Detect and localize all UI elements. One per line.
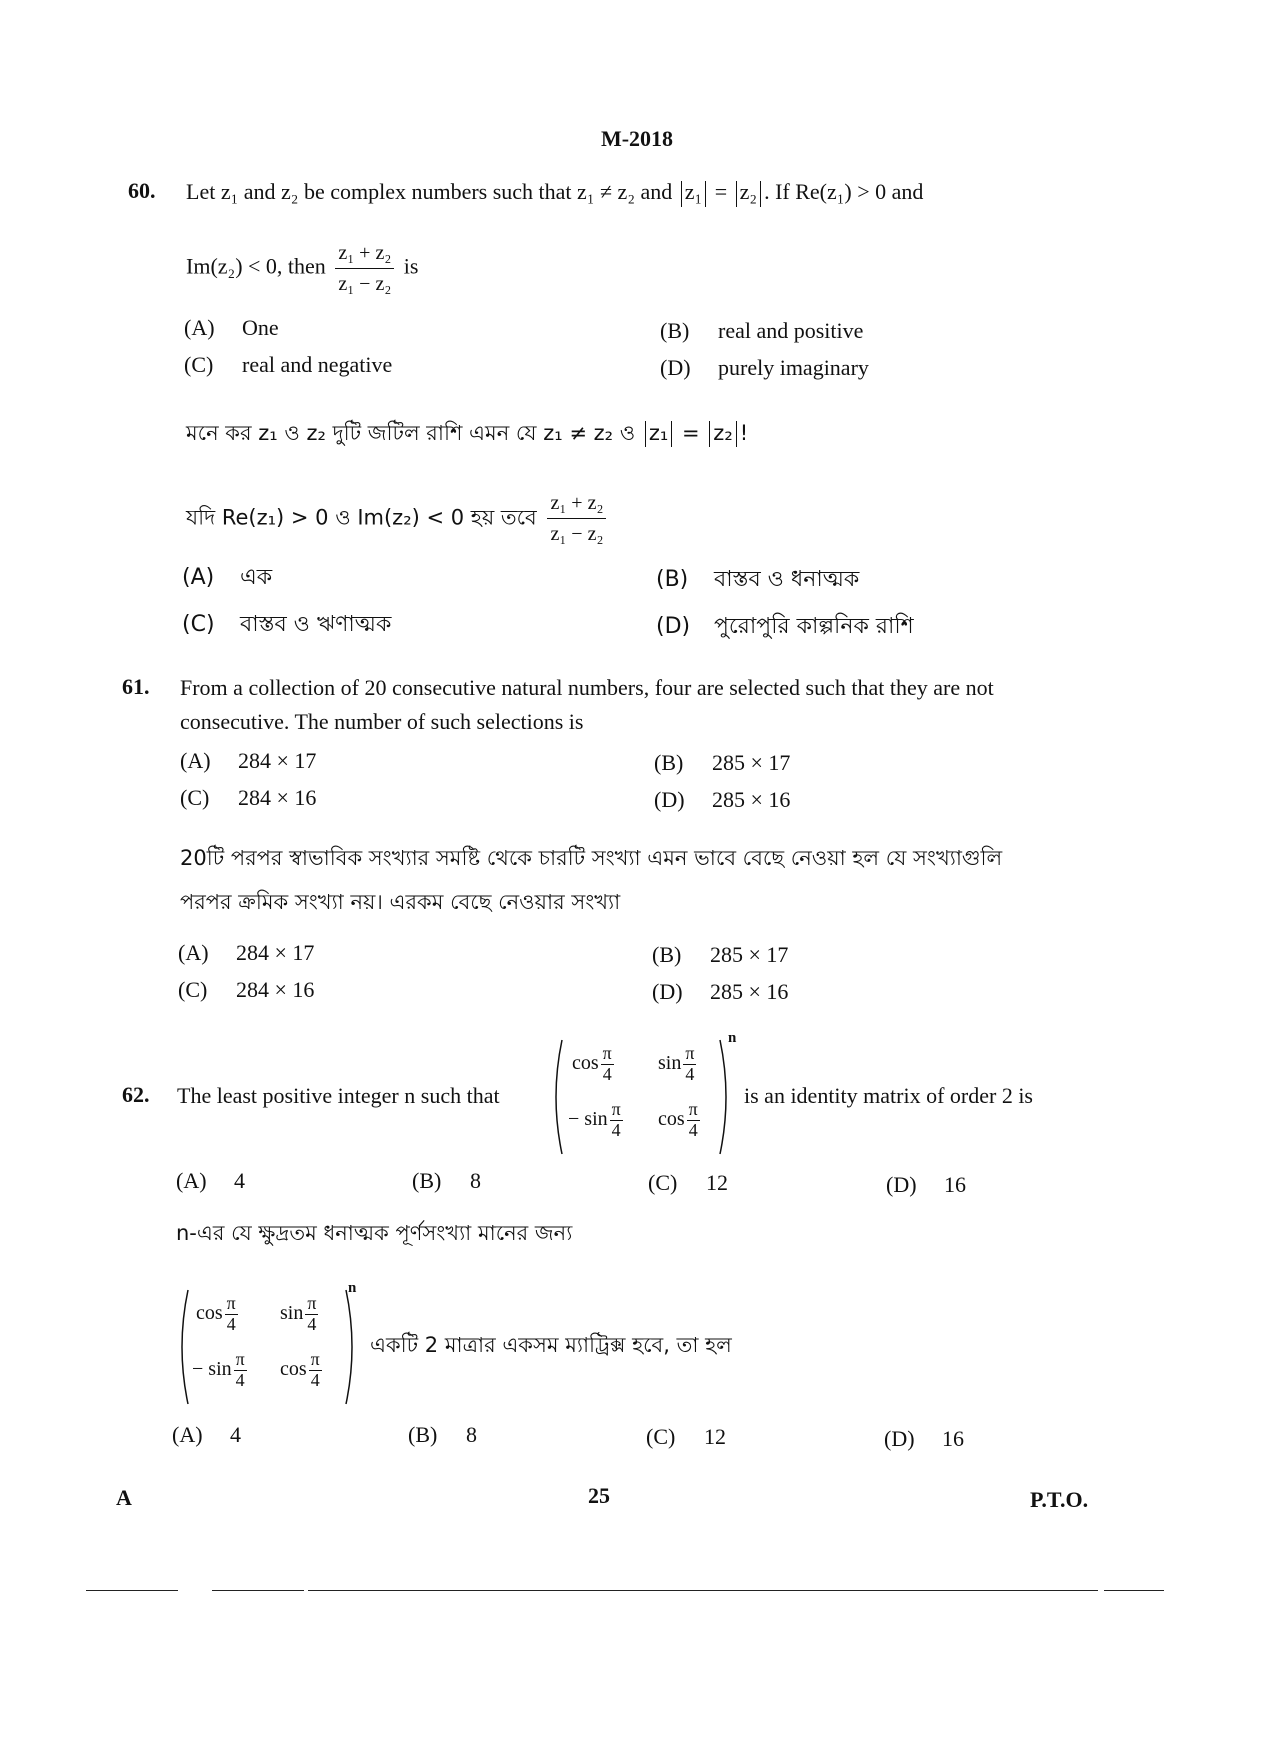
pi-over-4: [225, 1294, 238, 1335]
option-text: real and positive: [718, 318, 864, 343]
q61-bn-option-b[interactable]: [652, 942, 788, 968]
matrix-cell-11: [196, 1294, 238, 1335]
option-label: (D): [886, 1172, 917, 1197]
q61-option-a[interactable]: [180, 748, 316, 774]
q60-bn-line1-tail: !: [739, 421, 749, 445]
pi-over-4: [687, 1100, 700, 1141]
modulus-bar: [709, 421, 710, 447]
q60-option-b[interactable]: [660, 318, 863, 344]
q60-line2-post: is: [403, 253, 419, 279]
option-label: (C): [182, 612, 215, 637]
q61-bengali-line2: পরপর ক্রমিক সংখ্যা নয়। এরকম বেছে নেওয়ার সংখ্যা: [180, 890, 621, 914]
q60-fraction: [335, 238, 394, 299]
q61-option-c[interactable]: [180, 785, 316, 811]
option-text: 4: [234, 1168, 245, 1193]
pi: π: [235, 1349, 245, 1369]
fraction-denominator: z₁ − z₂: [338, 273, 392, 295]
sin-label: sin: [280, 1301, 304, 1324]
pi-over-4: [234, 1350, 247, 1391]
option-label: (A): [182, 565, 215, 590]
fraction-numerator: z₁ + z₂: [547, 488, 606, 519]
q60-option-c[interactable]: [184, 352, 392, 378]
four: 4: [688, 1119, 698, 1140]
option-text: বাস্তব ও ঋণাত্মক: [240, 612, 392, 637]
option-text: 12: [704, 1424, 726, 1449]
option-text: 8: [466, 1422, 477, 1447]
q60-bn-option-d[interactable]: [656, 609, 914, 646]
option-text: 285 × 16: [710, 979, 789, 1004]
cut-line-segment: [212, 1590, 304, 1591]
q60-line1-text: Let z₁ and z₂ be complex numbers such that z₁ ≠ z₂ and: [186, 179, 673, 204]
cos-label: cos: [658, 1107, 685, 1130]
option-label: (A): [172, 1422, 203, 1447]
neg-sin-label: − sin: [192, 1357, 232, 1380]
matrix-cell-22: [280, 1350, 322, 1391]
q60-english-line1: [186, 175, 923, 208]
q60-bengali-line2: [186, 488, 610, 549]
pi-over-4: [309, 1350, 322, 1391]
modulus-bar: [736, 181, 737, 207]
option-text: 285 × 17: [710, 942, 789, 967]
q60-option-d[interactable]: [660, 355, 869, 381]
option-text: 284 × 16: [238, 785, 317, 810]
option-label: (C): [648, 1170, 678, 1195]
modulus-bar: [671, 421, 672, 447]
q62-bn-option-d[interactable]: [884, 1426, 964, 1452]
q61-english-text: From a collection of 20 consecutive natural numbers, four are selected such that they are not consecutive. The number of such selections is: [180, 675, 994, 734]
option-label: (B): [656, 567, 689, 592]
q60-line1-tail: . If Re(z₁) > 0 and: [764, 179, 924, 204]
option-text: 12: [706, 1170, 728, 1195]
option-label: (B): [408, 1422, 438, 1447]
option-text: real and negative: [242, 352, 393, 377]
q62-option-b[interactable]: [412, 1168, 481, 1194]
q60-bn-line2-text: যদি Re(z₁) > 0 ও Im(z₂) < 0 হয় তবে: [186, 505, 537, 530]
four: 4: [307, 1313, 317, 1334]
q60-bn-mod-z1: z₁: [648, 421, 669, 445]
four: 4: [611, 1119, 621, 1140]
cut-line-segment: [308, 1590, 1098, 1591]
option-label: (C): [178, 977, 208, 1002]
option-label: (B): [660, 318, 690, 343]
option-label: (D): [656, 614, 691, 639]
cut-line-segment: [86, 1590, 178, 1591]
matrix-cell-22: [658, 1100, 700, 1141]
q61-bn-option-d[interactable]: [652, 979, 788, 1005]
option-label: (A): [176, 1168, 207, 1193]
matrix-cell-12: [280, 1294, 318, 1335]
q60-bn-fraction: [547, 488, 606, 549]
q60-equals: =: [714, 179, 728, 204]
q62-option-a[interactable]: [176, 1168, 245, 1194]
matrix-power: n: [728, 1030, 737, 1046]
option-label: (D): [654, 787, 685, 812]
cos-label: cos: [280, 1357, 307, 1380]
q60-mod-z1: z₁: [684, 179, 703, 204]
four: 4: [685, 1063, 695, 1084]
q61-option-d[interactable]: [654, 787, 790, 813]
option-text: 284 × 16: [236, 977, 315, 1002]
page-header-code: M-2018: [600, 126, 674, 151]
pi-over-4: [683, 1044, 696, 1085]
q62-bn-option-a[interactable]: [172, 1422, 241, 1448]
pi: π: [310, 1349, 320, 1369]
option-label: (D): [660, 355, 691, 380]
question-number-61: 61.: [122, 674, 150, 699]
q60-line2-pre: Im(z₂) < 0, then: [186, 253, 326, 279]
matrix-power: n: [348, 1280, 357, 1296]
question-number-60: 60.: [128, 178, 156, 203]
q62-bn-option-b[interactable]: [408, 1422, 477, 1448]
modulus-bar: [736, 421, 737, 447]
q60-bn-option-b[interactable]: [656, 562, 859, 599]
option-label: (C): [184, 352, 214, 377]
pi: π: [611, 1099, 621, 1119]
matrix-cell-11: [572, 1044, 614, 1085]
four: 4: [310, 1369, 320, 1390]
option-label: (D): [652, 979, 683, 1004]
modulus-bar: [681, 181, 682, 207]
four: 4: [226, 1313, 236, 1334]
modulus-bar: [760, 181, 761, 207]
option-text: purely imaginary: [718, 355, 869, 380]
option-text: 284 × 17: [236, 940, 315, 965]
cut-line-segment: [1104, 1590, 1164, 1591]
q60-bengali-line1: [186, 418, 748, 450]
option-text: 284 × 17: [238, 748, 317, 773]
pi-over-4: [305, 1294, 318, 1335]
option-label: (A): [180, 748, 211, 773]
q60-english-line2: [186, 238, 418, 299]
option-label: (B): [654, 750, 684, 775]
option-text: এক: [240, 565, 273, 590]
q62-english-pre: The least positive integer n such that: [177, 1083, 500, 1108]
q60-bn-line1-text: মনে কর z₁ ও z₂ দুটি জটিল রাশি এমন যে z₁ ≠ z₂ ও: [186, 421, 636, 445]
q60-mod-z2: z₂: [739, 179, 758, 204]
q62-bengali-post: একটি 2 মাত্রার একসম ম্যাট্রিক্স হবে, তা হল: [370, 1333, 732, 1357]
option-label: (A): [184, 315, 215, 340]
q62-bengali-line1: n-এর যে ক্ষুদ্রতম ধনাত্মক পূর্ণসংখ্যা মানের জন্য: [176, 1221, 573, 1245]
question-number-62: 62.: [122, 1082, 150, 1107]
option-text: 8: [470, 1168, 481, 1193]
q60-bn-mod-z2: z₂: [713, 421, 733, 445]
fraction-numerator: z₁ + z₂: [335, 238, 394, 269]
q61-bengali-line1: 20টি পরপর স্বাভাবিক সংখ্যার সমষ্টি থেকে চারটি সংখ্যা এমন ভাবে বেছে নেওয়া হল যে সংখ্যাগুলি: [180, 846, 1003, 870]
option-text: বাস্তব ও ধনাত্মক: [714, 567, 860, 592]
matrix-cell-21: [192, 1350, 247, 1391]
q62-bn-option-c[interactable]: [646, 1424, 726, 1450]
pi: π: [602, 1043, 612, 1063]
pi-over-4: [610, 1100, 623, 1141]
neg-sin-label: − sin: [568, 1107, 608, 1130]
footer-pto: P.T.O.: [1030, 1487, 1089, 1512]
pi: π: [226, 1293, 236, 1313]
four: 4: [235, 1369, 245, 1390]
option-label: (C): [180, 785, 210, 810]
pi: π: [685, 1043, 695, 1063]
option-label: (A): [178, 940, 209, 965]
option-text: 285 × 17: [712, 750, 791, 775]
modulus-bar: [705, 181, 706, 207]
footer-page-number: 25: [588, 1483, 610, 1508]
q60-bn-option-a[interactable]: [182, 560, 272, 597]
option-text: 16: [944, 1172, 966, 1197]
option-text: 16: [942, 1426, 964, 1451]
option-label: (B): [412, 1168, 442, 1193]
pi-over-4: [601, 1044, 614, 1085]
matrix-cell-21: [568, 1100, 623, 1141]
option-text: 285 × 16: [712, 787, 791, 812]
q60-bn-equals: =: [682, 421, 700, 445]
q62-rotation-matrix: [550, 1030, 740, 1158]
q61-option-b[interactable]: [654, 750, 790, 776]
pi: π: [688, 1099, 698, 1119]
modulus-bar: [645, 421, 646, 447]
option-label: (D): [884, 1426, 915, 1451]
option-text: 4: [230, 1422, 241, 1447]
fraction-denominator: z₁ − z₂: [550, 523, 604, 545]
q61-bn-option-a[interactable]: [178, 940, 314, 966]
q62-option-c[interactable]: [648, 1170, 728, 1196]
q62-option-d[interactable]: [886, 1172, 966, 1198]
sin-label: sin: [658, 1051, 682, 1074]
q60-option-a[interactable]: [184, 315, 279, 341]
option-label: (C): [646, 1424, 676, 1449]
q62-bn-rotation-matrix: [176, 1280, 366, 1408]
q62-english-post: is an identity matrix of order 2 is: [744, 1083, 1033, 1108]
option-text: পুরোপুরি কাল্পনিক রাশি: [714, 614, 914, 639]
cos-label: cos: [196, 1301, 223, 1324]
q60-bn-option-c[interactable]: [182, 607, 391, 644]
four: 4: [602, 1063, 612, 1084]
option-label: (B): [652, 942, 682, 967]
pi: π: [307, 1293, 317, 1313]
q61-bn-option-c[interactable]: [178, 977, 314, 1003]
footer-set-code: A: [116, 1485, 132, 1510]
matrix-cell-12: [658, 1044, 696, 1085]
cos-label: cos: [572, 1051, 599, 1074]
option-text: One: [242, 315, 279, 340]
